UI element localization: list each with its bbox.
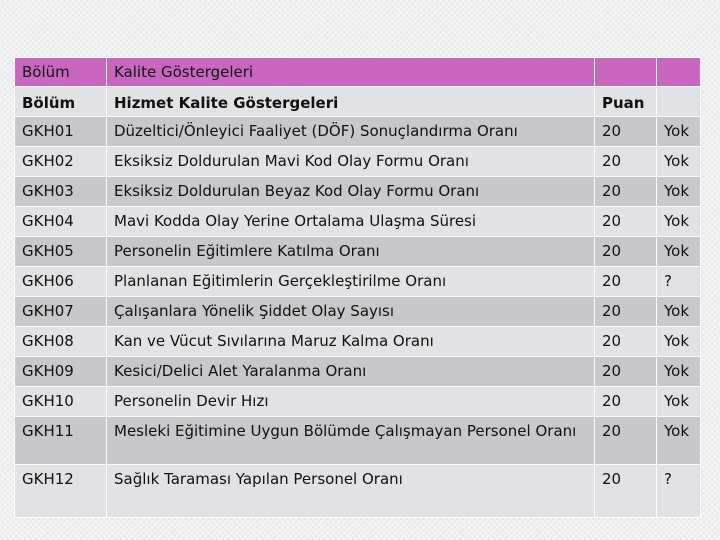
row-code: GKH03: [15, 177, 107, 207]
row-status: Yok: [657, 147, 701, 177]
header-cell-section: Bölüm: [15, 58, 107, 87]
subheader-cell-score: Puan: [595, 87, 657, 117]
table-row: [15, 117, 701, 147]
row-indicator-name: Kan ve Vücut Sıvılarına Maruz Kalma Oranı: [107, 327, 595, 357]
row-indicator-name: Kesici/Delici Alet Yaralanma Oranı: [107, 357, 595, 387]
row-status: ?: [657, 267, 701, 297]
row-indicator-name: Mavi Kodda Olay Yerine Ortalama Ulaşma Süresi: [107, 207, 595, 237]
table-row: [15, 327, 701, 357]
row-score: 20: [595, 297, 657, 327]
row-score: 20: [595, 177, 657, 207]
row-code: GKH02: [15, 147, 107, 177]
row-score: 20: [595, 147, 657, 177]
table-row: [15, 297, 701, 327]
row-code: GKH01: [15, 117, 107, 147]
table-row: [15, 207, 701, 237]
quality-indicators-table: [14, 57, 701, 518]
row-score: 20: [595, 207, 657, 237]
row-status: Yok: [657, 207, 701, 237]
row-score: 20: [595, 417, 657, 465]
row-status: Yok: [657, 297, 701, 327]
subheader-cell-service-indicators: Hizmet Kalite Göstergeleri: [107, 87, 595, 117]
row-status: Yok: [657, 237, 701, 267]
table-row: [15, 417, 701, 465]
row-status: Yok: [657, 177, 701, 207]
subheader-cell-section: Bölüm: [15, 87, 107, 117]
row-code: GKH09: [15, 357, 107, 387]
row-score: 20: [595, 117, 657, 147]
table-row: [15, 357, 701, 387]
quality-indicators-table-wrap: [14, 57, 700, 518]
row-indicator-name: Sağlık Taraması Yapılan Personel Oranı: [107, 465, 595, 518]
row-code: GKH12: [15, 465, 107, 518]
row-score: 20: [595, 267, 657, 297]
table-row: [15, 147, 701, 177]
row-score: 20: [595, 465, 657, 518]
row-indicator-name: Mesleki Eğitimine Uygun Bölümde Çalışmayan Personel Oranı: [107, 417, 595, 465]
row-score: 20: [595, 237, 657, 267]
table-header-row: [15, 58, 701, 87]
header-cell-empty-1: [595, 58, 657, 87]
row-code: GKH07: [15, 297, 107, 327]
row-indicator-name: Eksiksiz Doldurulan Beyaz Kod Olay Formu Oranı: [107, 177, 595, 207]
row-status: Yok: [657, 417, 701, 465]
row-indicator-name: Düzeltici/Önleyici Faaliyet (DÖF) Sonuçlandırma Oranı: [107, 117, 595, 147]
row-code: GKH11: [15, 417, 107, 465]
table-row: [15, 465, 701, 518]
header-cell-indicators: Kalite Göstergeleri: [107, 58, 595, 87]
row-score: 20: [595, 387, 657, 417]
row-indicator-name: Personelin Eğitimlere Katılma Oranı: [107, 237, 595, 267]
row-indicator-name: Personelin Devir Hızı: [107, 387, 595, 417]
header-cell-empty-2: [657, 58, 701, 87]
row-indicator-name: Planlanan Eğitimlerin Gerçekleştirilme Oranı: [107, 267, 595, 297]
row-code: GKH06: [15, 267, 107, 297]
row-status: Yok: [657, 357, 701, 387]
row-status: Yok: [657, 327, 701, 357]
row-code: GKH10: [15, 387, 107, 417]
subheader-cell-empty: [657, 87, 701, 117]
row-score: 20: [595, 327, 657, 357]
table-subheader-row: [15, 87, 701, 117]
row-status: ?: [657, 465, 701, 518]
table-row: [15, 237, 701, 267]
row-code: GKH04: [15, 207, 107, 237]
row-code: GKH05: [15, 237, 107, 267]
table-row: [15, 177, 701, 207]
table-row: [15, 387, 701, 417]
row-score: 20: [595, 357, 657, 387]
row-code: GKH08: [15, 327, 107, 357]
row-indicator-name: Eksiksiz Doldurulan Mavi Kod Olay Formu Oranı: [107, 147, 595, 177]
table-row: [15, 267, 701, 297]
row-status: Yok: [657, 117, 701, 147]
row-indicator-name: Çalışanlara Yönelik Şiddet Olay Sayısı: [107, 297, 595, 327]
row-status: Yok: [657, 387, 701, 417]
